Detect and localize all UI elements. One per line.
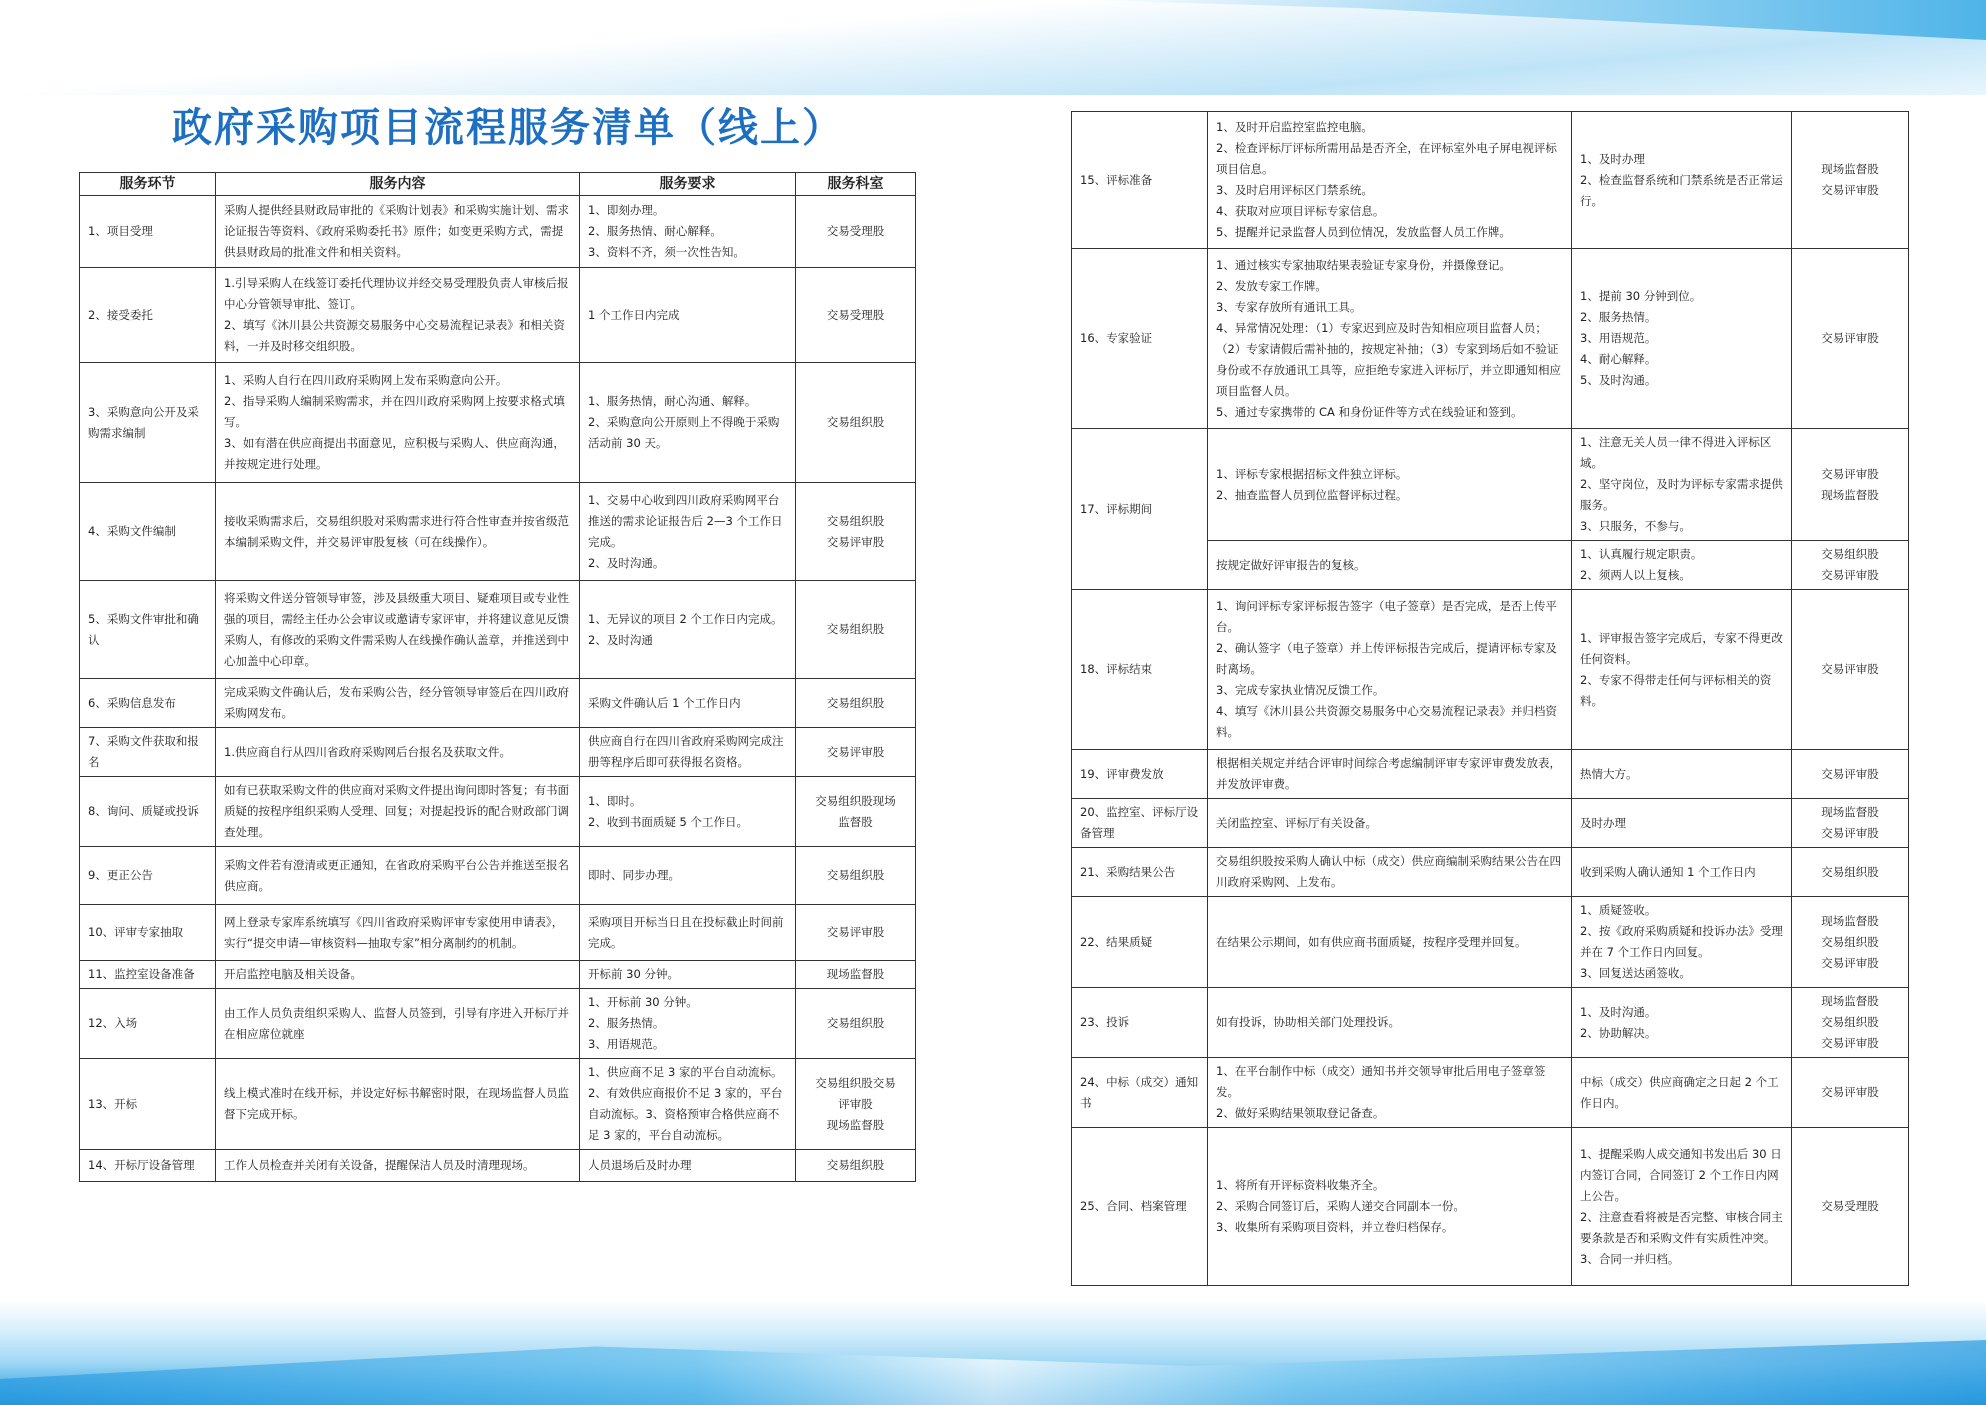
table-row [80,363,916,483]
step-cell: 20、监控室、评标厅设备管理 [1072,799,1208,848]
requirement-cell [580,847,796,905]
content-line: 2、抽查监督人员到位监督评标过程。 [1216,487,1408,502]
content-line: 开启监控电脑及相关设备。 [224,967,362,981]
department-cell [796,196,916,268]
content-line: 工作人员检查并关闭有关设备，提醒保洁人员及时清理现场。 [224,1158,535,1172]
content-line: 网上登录专家库系统填写《四川省政府采购评审专家使用申请表》，实行“提交申请—审核资料—抽取专家”相分离制约的机制。 [224,914,564,950]
content-cell [216,1059,580,1150]
requirement-cell [1572,799,1792,848]
requirement-line: 2、有效供应商报价不足 3 家的，平台自动流标。3、资格预审合格供应商不足 3 家的，平台自动流标。 [588,1086,783,1142]
department-line: 交易评审股 [1821,183,1879,197]
content-cell [1208,249,1572,429]
content-line: 1、评标专家根据招标文件独立评标。 [1216,466,1408,481]
requirement-line: 2、检查监督系统和门禁系统是否正常运行。 [1580,172,1783,208]
content-line: 完成采购文件确认后，发布采购公告，经分管领导审签后在四川政府采购网发布。 [224,685,569,720]
step-cell: 16、专家验证 [1072,249,1208,429]
department-line: 交易评审股 [1821,662,1879,676]
requirement-line: 1、质疑签收。 [1580,903,1657,917]
content-cell [216,483,580,581]
content-line: 交易组织股按采购人确认中标（成交）供应商编制采购结果公告在四川政府采购网、上发布。 [1216,854,1561,889]
content-cell [216,961,580,989]
table-row [1072,590,1909,750]
department-line: 交易组织股现场 [815,793,896,808]
step-cell: 14、开标厅设备管理 [80,1150,216,1182]
requirement-line: 1、认真履行规定职责。 [1580,547,1703,561]
requirement-line: 1、及时沟通。 [1580,1004,1657,1019]
requirement-cell [580,483,796,581]
content-cell [216,905,580,961]
step-cell: 15、评标准备 [1072,112,1208,249]
requirement-line: 中标（成交）供应商确定之日起 2 个工作日内。 [1580,1074,1779,1110]
left-service-table [79,172,916,1182]
content-cell [1208,1058,1572,1128]
content-line: 根据相关规定并结合评审时间综合考虑编制评审专家评审费发放表，并发放评审费。 [1216,756,1561,791]
requirement-line: 2、服务热情。 [1580,310,1657,324]
content-line: 1、采购人自行在四川政府采购网上发布采购意向公开。 [224,373,508,387]
step-cell: 4、采购文件编制 [80,483,216,581]
content-line: 线上模式准时在线开标，并设定好标书解密时限，在现场监督人员监督下完成开标。 [224,1086,569,1121]
table-row [1072,1058,1909,1128]
content-line: 采购人提供经县财政局审批的《采购计划表》和采购实施计划、需求论证报告等资料、《政府采购委托书》原件；如变更采购方式，需提供县财政局的批准文件和相关资料。 [224,203,569,259]
content-cell [1208,848,1572,897]
requirement-cell [1572,848,1792,897]
department-cell [1792,750,1909,799]
content-cell [216,268,580,363]
table-row [80,268,916,363]
table-row [1072,897,1909,988]
table-row [80,777,916,847]
requirement-line: 及时办理 [1580,815,1626,830]
requirement-line: 2、及时沟通。 [588,555,665,570]
department-cell [1792,988,1909,1058]
content-line: 2、填写《沐川县公共资源交易服务中心交易流程记录表》和相关资料，一并及时移交组织股。 [224,318,565,353]
table-header-row [80,173,916,196]
department-cell [1792,1128,1909,1286]
department-line: 交易组织股 [826,622,885,636]
department-cell [796,989,916,1059]
requirement-cell [1572,1128,1792,1286]
department-cell [796,679,916,728]
content-line: 2、采购合同签订后，采购人递交合同副本一份。 [1216,1199,1465,1213]
department-line: 交易评审股 [1821,1036,1879,1050]
department-cell [796,728,916,777]
header-step: 服务环节 [80,173,216,196]
table-row [1072,429,1909,541]
table-row [1072,988,1909,1058]
content-cell [1208,590,1572,750]
department-line: 交易组织股 [826,1016,885,1030]
requirement-line: 1、即刻办理。 [588,203,665,217]
step-cell: 24、中标（成交）通知书 [1072,1058,1208,1128]
department-line: 交易受理股 [826,307,885,322]
header-department: 服务科室 [796,173,916,196]
department-line: 现场监督股 [1821,162,1879,176]
table-row [80,847,916,905]
department-cell [1792,848,1909,897]
department-line: 交易组织股 [1821,1015,1879,1029]
department-line: 交易评审股 [1821,826,1879,840]
requirement-cell [580,196,796,268]
requirement-cell [1572,541,1792,590]
department-line: 交易组织股 [1821,864,1879,879]
requirement-line: 1、评审报告签字完成后，专家不得更改任何资料。 [1580,630,1783,666]
content-line: 2、发放专家工作牌。 [1216,278,1327,293]
department-cell [796,1059,916,1150]
table-row [80,483,916,581]
department-line: 现场监督股 [1821,487,1879,502]
requirement-line: 2、协助解决。 [1580,1025,1657,1040]
table-row [80,961,916,989]
content-line: 将采购文件送分管领导审签，涉及县级重大项目、疑难项目或专业性强的项目，需经主任办公会审议或邀请专家评审，并将建议意见反馈采购人，有修改的采购文件需采购人在线操作确认盖章，并推送到中心加盖中心印章。 [224,590,569,668]
requirement-line: 3、回复送达函签收。 [1580,966,1691,980]
requirement-cell [1572,750,1792,799]
requirement-line: 2、及时沟通 [588,632,653,647]
step-cell: 21、采购结果公告 [1072,848,1208,897]
department-line: 交易组织股 [1821,547,1879,561]
department-cell [796,847,916,905]
department-line: 交易组织股 [1821,934,1879,949]
requirement-line: 1、无异议的项目 2 个工作日内完成。 [588,611,783,626]
requirement-line: 3、资料不齐，须一次性告知。 [588,245,745,259]
step-cell: 13、开标 [80,1059,216,1150]
requirement-line: 开标前 30 分钟。 [588,967,679,981]
content-line: 1、通过核实专家抽取结果表验证专家身份，并摄像登记。 [1216,257,1511,272]
content-line: 3、收集所有采购项目资料，并立卷归档保存。 [1216,1220,1454,1234]
requirement-cell [580,989,796,1059]
table-row [1072,848,1909,897]
content-cell [216,728,580,777]
department-line: 交易组织股交易 [815,1075,896,1090]
table-row [80,728,916,777]
content-line: 1、询问评标专家评标报告签字（电子签章）是否完成，是否上传平台。 [1216,599,1557,634]
content-line: 3、及时启用评标区门禁系统。 [1216,183,1373,197]
department-line: 交易评审股 [1821,466,1879,481]
requirement-cell [1572,590,1792,750]
step-cell: 10、评审专家抽取 [80,905,216,961]
requirement-line: 1、交易中心收到四川政府采购网平台推送的需求论证报告后 2—3 个工作日完成。 [588,492,783,549]
department-cell [1792,590,1909,750]
requirement-line: 即时、同步办理。 [588,868,680,882]
step-cell: 6、采购信息发布 [80,679,216,728]
content-cell [1208,897,1572,988]
department-line: 现场监督股 [1821,805,1879,819]
department-line: 交易组织股 [826,513,885,528]
content-line: 接收采购需求后，交易组织股对采购需求进行符合性审查并按省级范本编制采购文件，并交易评审股复核（可在线操作）。 [224,513,569,549]
content-cell [216,581,580,679]
department-cell [796,268,916,363]
department-line: 现场监督股 [1821,994,1879,1008]
requirement-line: 1、供应商不足 3 家的平台自动流标。 [588,1065,783,1079]
requirement-line: 3、用语规范。 [1580,331,1657,345]
content-line: 1.引导采购人在线签订委托代理协议并经交易受理股负责人审核后报中心分管领导审批、签订。 [224,276,569,311]
requirement-line: 1、提前 30 分钟到位。 [1580,289,1702,303]
requirement-line: 1 个工作日内完成 [588,307,680,322]
requirement-line: 2、收到书面质疑 5 个工作日。 [588,814,748,829]
requirement-cell [1572,112,1792,249]
content-cell [216,196,580,268]
step-cell: 3、采购意向公开及采购需求编制 [80,363,216,483]
step-cell: 19、评审费发放 [1072,750,1208,799]
content-line: 按规定做好评审报告的复核。 [1216,557,1366,572]
requirement-cell [580,679,796,728]
requirement-line: 人员退场后及时办理 [588,1158,692,1172]
content-line: 4、填写《沐川县公共资源交易服务中心交易流程记录表》并归档资料。 [1216,704,1557,739]
department-line: 交易评审股 [1821,955,1879,970]
table-row [1072,249,1909,429]
step-cell: 8、询问、质疑或投诉 [80,777,216,847]
content-line: 1、在平台制作中标（成交）通知书并交领导审批后用电子签章签发。 [1216,1064,1546,1099]
department-cell [796,1150,916,1182]
requirement-line: 3、只服务，不参与。 [1580,519,1691,533]
requirement-cell [580,1059,796,1150]
department-cell [1792,1058,1909,1128]
step-cell: 12、入场 [80,989,216,1059]
step-cell: 1、项目受理 [80,196,216,268]
department-line: 交易组织股 [826,415,885,429]
department-cell [796,581,916,679]
requirement-line: 3、合同一并归档。 [1580,1251,1680,1266]
step-cell: 7、采购文件获取和报名 [80,728,216,777]
department-cell [1792,249,1909,429]
table-row [1072,750,1909,799]
content-cell [216,1150,580,1182]
department-line: 现场监督股 [826,967,885,981]
header-content: 服务内容 [216,173,580,196]
requirement-cell [580,905,796,961]
content-line: 2、确认签字（电子签章）并上传评标报告完成后，提请评标专家及时离场。 [1216,641,1557,676]
step-cell: 11、监控室设备准备 [80,961,216,989]
department-cell [796,483,916,581]
department-line: 交易评审股 [826,744,885,759]
content-line: 在结果公示期间，如有供应商书面质疑，按程序受理并回复。 [1216,934,1527,949]
step-cell: 25、合同、档案管理 [1072,1128,1208,1286]
step-cell: 9、更正公告 [80,847,216,905]
requirement-line: 采购项目开标当日且在投标截止时间前完成。 [588,914,784,950]
department-line: 交易评审股 [1821,331,1879,345]
department-cell [796,363,916,483]
content-line: 4、异常情况处理：（1）专家迟到应及时告知相应项目监督人员；（2）专家请假后需补抽的，按规定补抽；（3）专家到场后如不验证身份或不存放通讯工具等，应拒绝专家进入评标厅，并立即通知相应项目监督人员。 [1216,320,1561,398]
content-line: 1、将所有开评标资料收集齐全。 [1216,1178,1385,1192]
content-line: 5、提醒并记录监督人员到位情况，发放监督人员工作牌。 [1216,225,1511,239]
content-line: 2、指导采购人编制采购需求，并在四川政府采购网上按要求格式填写。 [224,394,565,429]
department-line: 现场监督股 [1821,913,1879,928]
requirement-cell [580,961,796,989]
content-line: 1、及时开启监控室监控电脑。 [1216,120,1373,134]
department-line: 交易组织股 [826,695,885,710]
requirement-line: 收到采购人确认通知 1 个工作日内 [1580,864,1756,879]
step-cell: 5、采购文件审批和确认 [80,581,216,679]
requirement-cell [580,581,796,679]
department-cell [1792,541,1909,590]
requirement-line: 2、专家不得带走任何与评标相关的资料。 [1580,672,1772,708]
requirement-line: 2、服务热情、耐心解释。 [588,224,722,238]
content-line: 关闭监控室、评标厅有关设备。 [1216,815,1377,830]
department-cell [1792,799,1909,848]
department-cell [1792,429,1909,541]
requirement-line: 1、开标前 30 分钟。 [588,995,698,1009]
table-row [80,1150,916,1182]
requirement-line: 5、及时沟通。 [1580,373,1657,387]
requirement-line: 2、坚守岗位，及时为评标专家需求提供服务。 [1580,477,1783,512]
department-cell [1792,112,1909,249]
content-line: 5、通过专家携带的 CA 和身份证件等方式在线验证和签到。 [1216,404,1523,419]
content-cell [1208,112,1572,249]
content-cell [1208,988,1572,1058]
step-cell: 18、评标结束 [1072,590,1208,750]
content-line: 1.供应商自行从四川省政府采购网后台报名及获取文件。 [224,744,511,759]
requirement-line: 2、服务热情。 [588,1016,665,1030]
requirement-line: 3、用语规范。 [588,1037,665,1051]
requirement-cell [580,1150,796,1182]
table-row [80,989,916,1059]
department-line: 交易评审股 [826,925,885,939]
table-row [80,581,916,679]
department-cell [796,777,916,847]
department-line: 评审股 [838,1096,873,1111]
content-line: 2、检查评标厅评标所需用品是否齐全，在评标室外电子屏电视评标项目信息。 [1216,141,1557,176]
department-line: 交易受理股 [826,224,885,238]
table-row [80,679,916,728]
requirement-cell [1572,988,1792,1058]
department-cell [796,905,916,961]
department-cell [796,961,916,989]
content-line: 如有已获取采购文件的供应商对采购文件提出询问即时答复；有书面质疑的按程序组织采购人受理、回复；对提起投诉的配合财政部门调查处理。 [224,783,569,839]
content-cell [216,679,580,728]
requirement-line: 热情大方。 [1580,766,1638,781]
department-line: 交易受理股 [1821,1199,1879,1213]
content-line: 采购文件若有澄清或更正通知，在省政府采购平台公告并推送至报名供应商。 [224,857,569,893]
department-line: 交易组织股 [826,868,885,882]
department-line: 监督股 [838,814,873,829]
content-cell [1208,750,1572,799]
requirement-line: 2、采购意向公开原则上不得晚于采购活动前 30 天。 [588,415,780,450]
requirement-line: 1、即时。 [588,793,642,808]
content-line: 3、完成专家执业情况反馈工作。 [1216,683,1385,697]
table-row [1072,799,1909,848]
header-requirement: 服务要求 [580,173,796,196]
requirement-cell [580,363,796,483]
requirement-line: 2、须两人以上复核。 [1580,568,1691,582]
content-cell [216,989,580,1059]
step-cell: 2、接受委托 [80,268,216,363]
table-row [1072,1128,1909,1286]
content-line: 由工作人员负责组织采购人、监督人员签到，引导有序进入开标厅并在相应席位就座 [224,1005,569,1041]
content-cell [1208,541,1572,590]
table-row [80,1059,916,1150]
requirement-cell [1572,429,1792,541]
right-service-table [1071,111,1909,1286]
requirement-cell [1572,1058,1792,1128]
requirement-line: 1、及时办理 [1580,151,1645,166]
step-cell: 22、结果质疑 [1072,897,1208,988]
content-cell [216,847,580,905]
requirement-line: 4、耐心解释。 [1580,352,1657,366]
content-line: 如有投诉，协助相关部门处理投诉。 [1216,1015,1400,1029]
requirement-line: 1、注意无关人员一律不得进入评标区域。 [1580,435,1772,470]
step-cell: 17、评标期间 [1072,429,1208,590]
requirement-line: 2、注意查看将被是否完整、审核合同主要条款是否和采购文件有实质性冲突。 [1580,1209,1783,1245]
content-cell [1208,1128,1572,1286]
requirement-line: 供应商自行在四川省政府采购网完成注册等程序后即可获得报名资格。 [588,734,784,769]
department-line: 交易评审股 [1821,1085,1879,1099]
requirement-cell [580,777,796,847]
department-cell [1792,897,1909,988]
department-line: 现场监督股 [826,1117,885,1132]
department-line: 交易评审股 [1821,766,1879,781]
table-row [80,196,916,268]
requirement-line: 采购文件确认后 1 个工作日内 [588,695,741,710]
content-cell [1208,429,1572,541]
step-cell: 23、投诉 [1072,988,1208,1058]
requirement-line: 2、按《政府采购质疑和投诉办法》受理并在 7 个工作日内回复。 [1580,924,1783,959]
department-line: 交易组织股 [826,1158,885,1172]
table-row [1072,112,1909,249]
department-line: 交易评审股 [1821,568,1879,582]
content-cell [1208,799,1572,848]
content-cell [216,777,580,847]
content-line: 3、如有潜在供应商提出书面意见，应积极与采购人、供应商沟通，并按规定进行处理。 [224,436,565,471]
department-line: 交易评审股 [826,534,885,549]
table-row [80,905,916,961]
requirement-line: 1、提醒采购人成交通知书发出后 30 日内签订合同，合同签订 2 个工作日内网上公告。 [1580,1146,1782,1203]
requirement-cell [1572,249,1792,429]
content-cell [216,363,580,483]
page-title: 政府采购项目流程服务清单（线上） [172,105,844,151]
content-line: 2、做好采购结果领取登记备查。 [1216,1106,1385,1120]
requirement-line: 1、服务热情，耐心沟通、解释。 [588,394,757,408]
requirement-cell [580,728,796,777]
content-line: 4、获取对应项目评标专家信息。 [1216,204,1385,218]
content-line: 3、专家存放所有通讯工具。 [1216,299,1362,314]
requirement-cell [580,268,796,363]
requirement-cell [1572,897,1792,988]
